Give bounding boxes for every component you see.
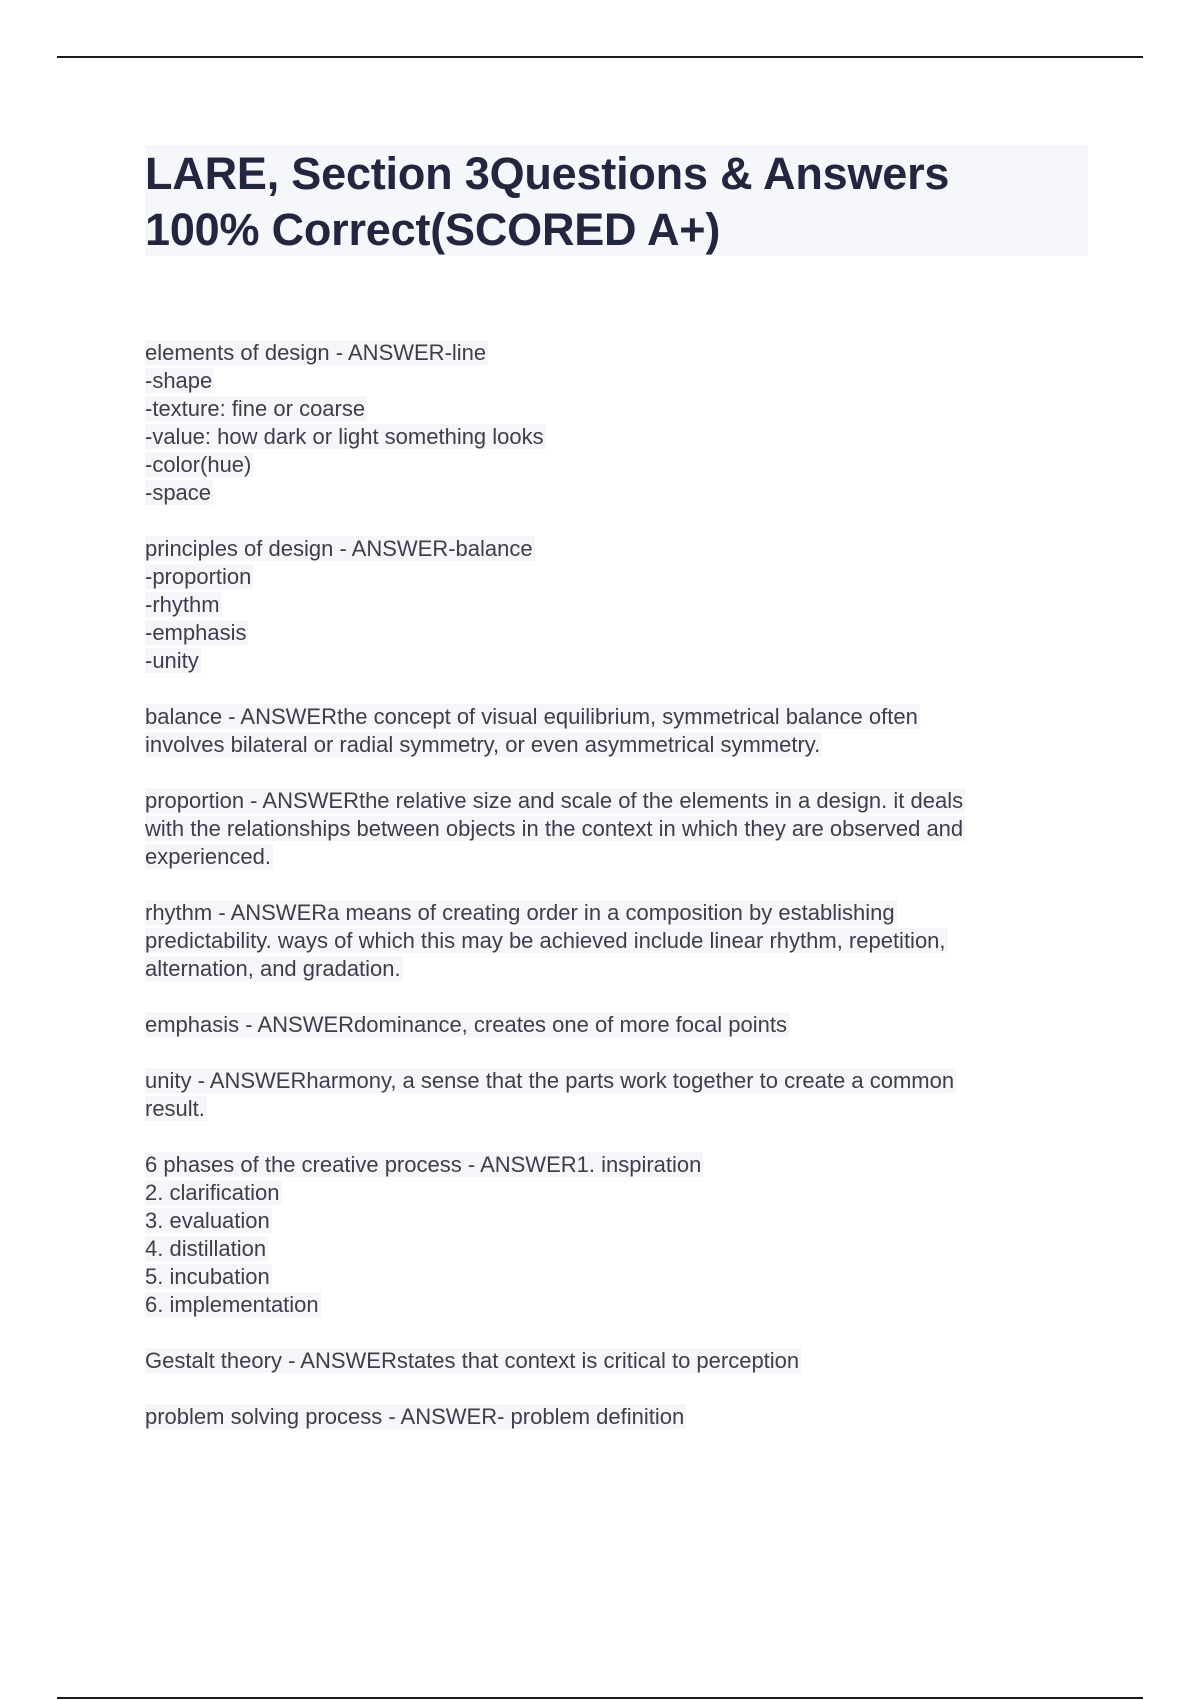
title-line-2: 100% Correct(SCORED A+) bbox=[145, 204, 721, 255]
qa-line-text: 6 phases of the creative process - ANSWER1. inspiration bbox=[145, 1152, 702, 1177]
qa-line-text: -value: how dark or light something looks bbox=[145, 424, 544, 449]
qa-line-text: 5. incubation bbox=[145, 1264, 270, 1289]
title-line-1: LARE, Section 3Questions & Answers bbox=[145, 148, 950, 199]
qa-answer-line bbox=[145, 1291, 1065, 1319]
qa-line-text: -texture: fine or coarse bbox=[145, 396, 366, 421]
qa-line-text: emphasis - ANSWERdominance, creates one of more focal points bbox=[145, 1012, 787, 1037]
qa-answer-line bbox=[145, 1179, 1065, 1207]
qa-answer-line bbox=[145, 843, 1065, 871]
qa-line-text: principles of design - ANSWER-balance bbox=[145, 536, 533, 561]
qa-line-text: -space bbox=[145, 480, 212, 505]
qa-line-text: -color(hue) bbox=[145, 452, 252, 477]
qa-entry bbox=[145, 1067, 1065, 1123]
qa-term-line bbox=[145, 1347, 1065, 1375]
qa-line-text: predictability. ways of which this may be achieved include linear rhythm, repetition, bbox=[145, 928, 946, 953]
qa-entry bbox=[145, 1403, 1065, 1431]
qa-list bbox=[145, 339, 1065, 1459]
qa-answer-line bbox=[145, 1207, 1065, 1235]
qa-line-text: balance - ANSWERthe concept of visual equilibrium, symmetrical balance often bbox=[145, 704, 918, 729]
qa-entry bbox=[145, 899, 1065, 983]
qa-line-text: -proportion bbox=[145, 564, 252, 589]
top-rule bbox=[57, 56, 1143, 58]
qa-entry bbox=[145, 535, 1065, 675]
qa-answer-line bbox=[145, 927, 1065, 955]
qa-term-line bbox=[145, 339, 1065, 367]
qa-line-text: -unity bbox=[145, 648, 199, 673]
qa-answer-line bbox=[145, 591, 1065, 619]
qa-line-text: with the relationships between objects in the context in which they are observed and bbox=[145, 816, 964, 841]
qa-answer-line bbox=[145, 367, 1065, 395]
qa-answer-line bbox=[145, 731, 1065, 759]
qa-entry bbox=[145, 339, 1065, 507]
document-title bbox=[145, 146, 1088, 258]
qa-line-text: 2. clarification bbox=[145, 1180, 280, 1205]
qa-line-text: 3. evaluation bbox=[145, 1208, 270, 1233]
qa-term-line bbox=[145, 1011, 1065, 1039]
qa-entry bbox=[145, 703, 1065, 759]
qa-entry bbox=[145, 1151, 1065, 1319]
qa-answer-line bbox=[145, 395, 1065, 423]
qa-line-text: experienced. bbox=[145, 844, 271, 869]
qa-entry bbox=[145, 1011, 1065, 1039]
qa-line-text: 6. implementation bbox=[145, 1292, 319, 1317]
qa-answer-line bbox=[145, 423, 1065, 451]
qa-answer-line bbox=[145, 563, 1065, 591]
qa-answer-line bbox=[145, 479, 1065, 507]
qa-term-line bbox=[145, 899, 1065, 927]
qa-line-text: result. bbox=[145, 1096, 205, 1121]
qa-line-text: elements of design - ANSWER-line bbox=[145, 340, 487, 365]
qa-line-text: unity - ANSWERharmony, a sense that the parts work together to create a common bbox=[145, 1068, 955, 1093]
qa-term-line bbox=[145, 787, 1065, 815]
qa-answer-line bbox=[145, 619, 1065, 647]
qa-answer-line bbox=[145, 955, 1065, 983]
qa-line-text: alternation, and gradation. bbox=[145, 956, 401, 981]
qa-line-text: -shape bbox=[145, 368, 213, 393]
qa-answer-line bbox=[145, 451, 1065, 479]
qa-line-text: rhythm - ANSWERa means of creating order in a composition by establishing bbox=[145, 900, 895, 925]
qa-line-text: proportion - ANSWERthe relative size and scale of the elements in a design. it deals bbox=[145, 788, 964, 813]
qa-line-text: problem solving process - ANSWER- problem definition bbox=[145, 1404, 685, 1429]
qa-term-line bbox=[145, 703, 1065, 731]
qa-term-line bbox=[145, 1067, 1065, 1095]
qa-term-line bbox=[145, 1403, 1065, 1431]
qa-line-text: 4. distillation bbox=[145, 1236, 267, 1261]
bottom-rule bbox=[57, 1697, 1143, 1699]
qa-answer-line bbox=[145, 815, 1065, 843]
qa-line-text: Gestalt theory - ANSWERstates that context is critical to perception bbox=[145, 1348, 800, 1373]
qa-answer-line bbox=[145, 1235, 1065, 1263]
qa-term-line bbox=[145, 535, 1065, 563]
qa-answer-line bbox=[145, 1263, 1065, 1291]
qa-answer-line bbox=[145, 1095, 1065, 1123]
qa-term-line bbox=[145, 1151, 1065, 1179]
qa-entry bbox=[145, 787, 1065, 871]
qa-answer-line bbox=[145, 647, 1065, 675]
qa-line-text: involves bilateral or radial symmetry, or even asymmetrical symmetry. bbox=[145, 732, 821, 757]
qa-line-text: -emphasis bbox=[145, 620, 247, 645]
qa-entry bbox=[145, 1347, 1065, 1375]
qa-line-text: -rhythm bbox=[145, 592, 220, 617]
